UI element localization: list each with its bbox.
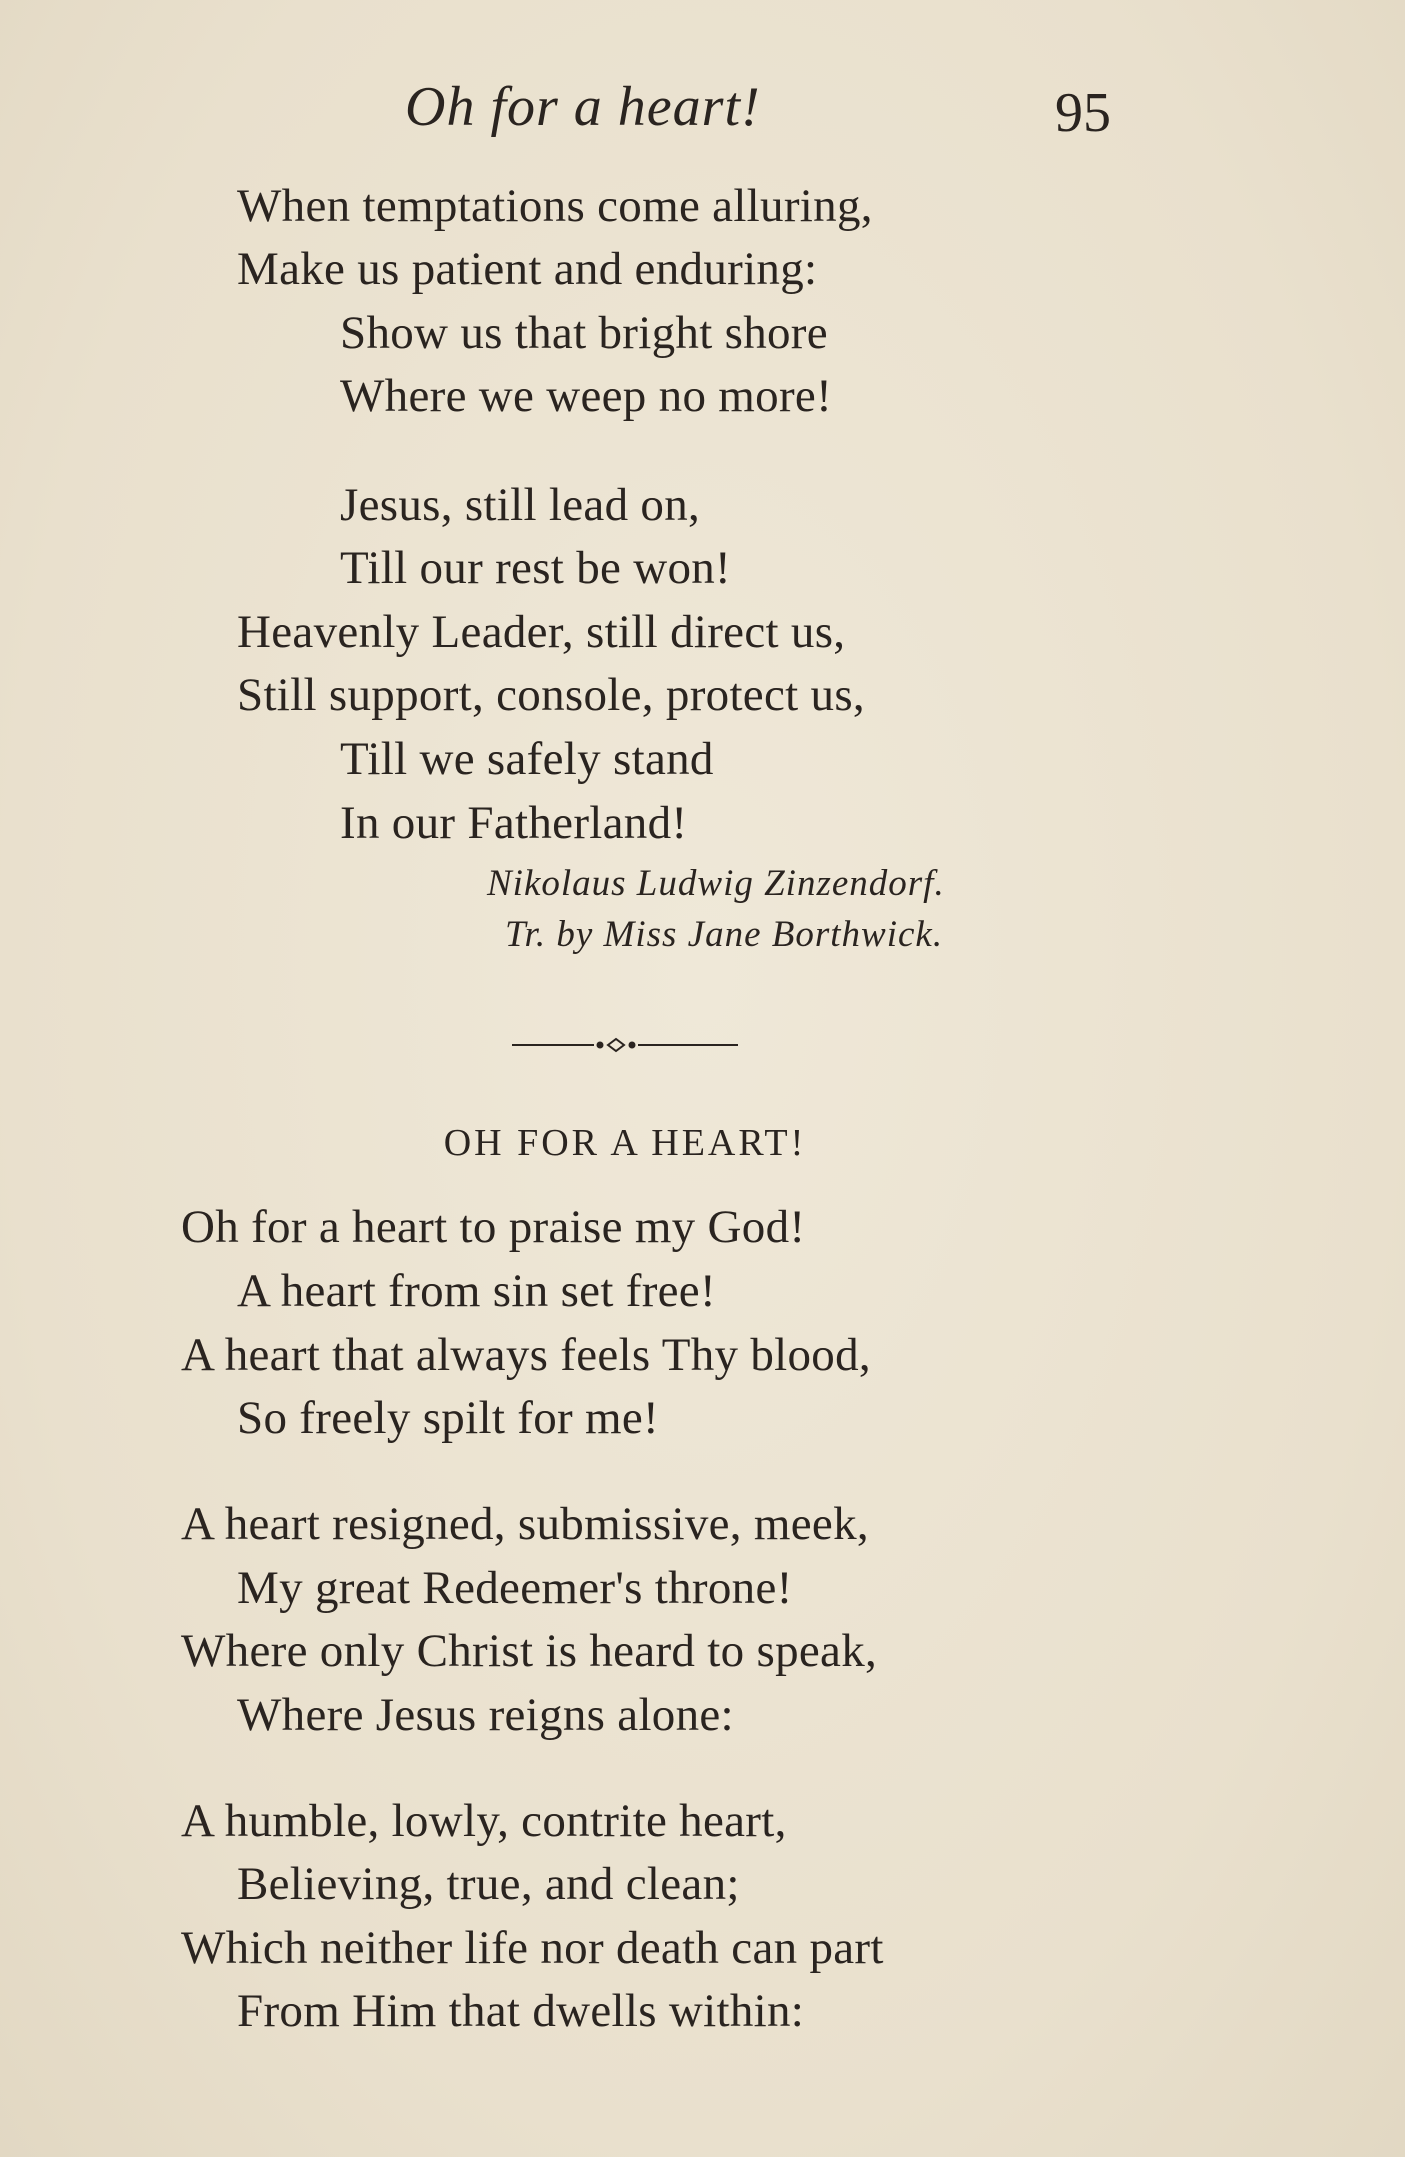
poem-line: Believing, true, and clean;: [237, 1858, 740, 1910]
poem-line: A heart resigned, submissive, meek,: [181, 1498, 869, 1550]
poem-line: Till we safely stand: [340, 733, 714, 785]
poem-line: Jesus, still lead on,: [340, 479, 701, 531]
poem-line: When temptations come alluring,: [237, 180, 873, 232]
poem-line: A humble, lowly, contrite heart,: [181, 1795, 787, 1847]
running-title: Oh for a heart!: [405, 76, 761, 138]
poem-title: OH FOR A HEART!: [443, 1122, 807, 1164]
poem-author: Nikolaus Ludwig Zinzendorf.: [487, 863, 945, 904]
poem-line: From Him that dwells within:: [237, 1985, 805, 2037]
poem-line: In our Fatherland!: [340, 797, 688, 849]
poem-line: My great Redeemer's throne!: [237, 1562, 793, 1614]
poem-line: Till our rest be won!: [340, 542, 731, 594]
poem-line: A heart that always feels Thy blood,: [181, 1329, 871, 1381]
running-head: [0, 72, 1405, 142]
poem-line: Which neither life nor death can part: [181, 1922, 884, 1974]
poem-line: So freely spilt for me!: [237, 1392, 659, 1444]
poem-line: Make us patient and enduring:: [237, 243, 818, 295]
poem-line: Where Jesus reigns alone:: [237, 1689, 734, 1741]
poem-line: Show us that bright shore: [340, 307, 828, 359]
poem-line: A heart from sin set free!: [237, 1265, 716, 1317]
poem-translator: Tr. by Miss Jane Borthwick.: [505, 914, 944, 955]
ornament-divider: [512, 1033, 738, 1057]
page-number: 95: [1055, 82, 1111, 144]
poem-line: Where we weep no more!: [340, 370, 833, 422]
poem-line: Where only Christ is heard to speak,: [181, 1625, 878, 1677]
poem-line: Heavenly Leader, still direct us,: [237, 606, 846, 658]
poem-line: Oh for a heart to praise my God!: [181, 1201, 806, 1253]
poem-line: Still support, console, protect us,: [237, 669, 865, 721]
